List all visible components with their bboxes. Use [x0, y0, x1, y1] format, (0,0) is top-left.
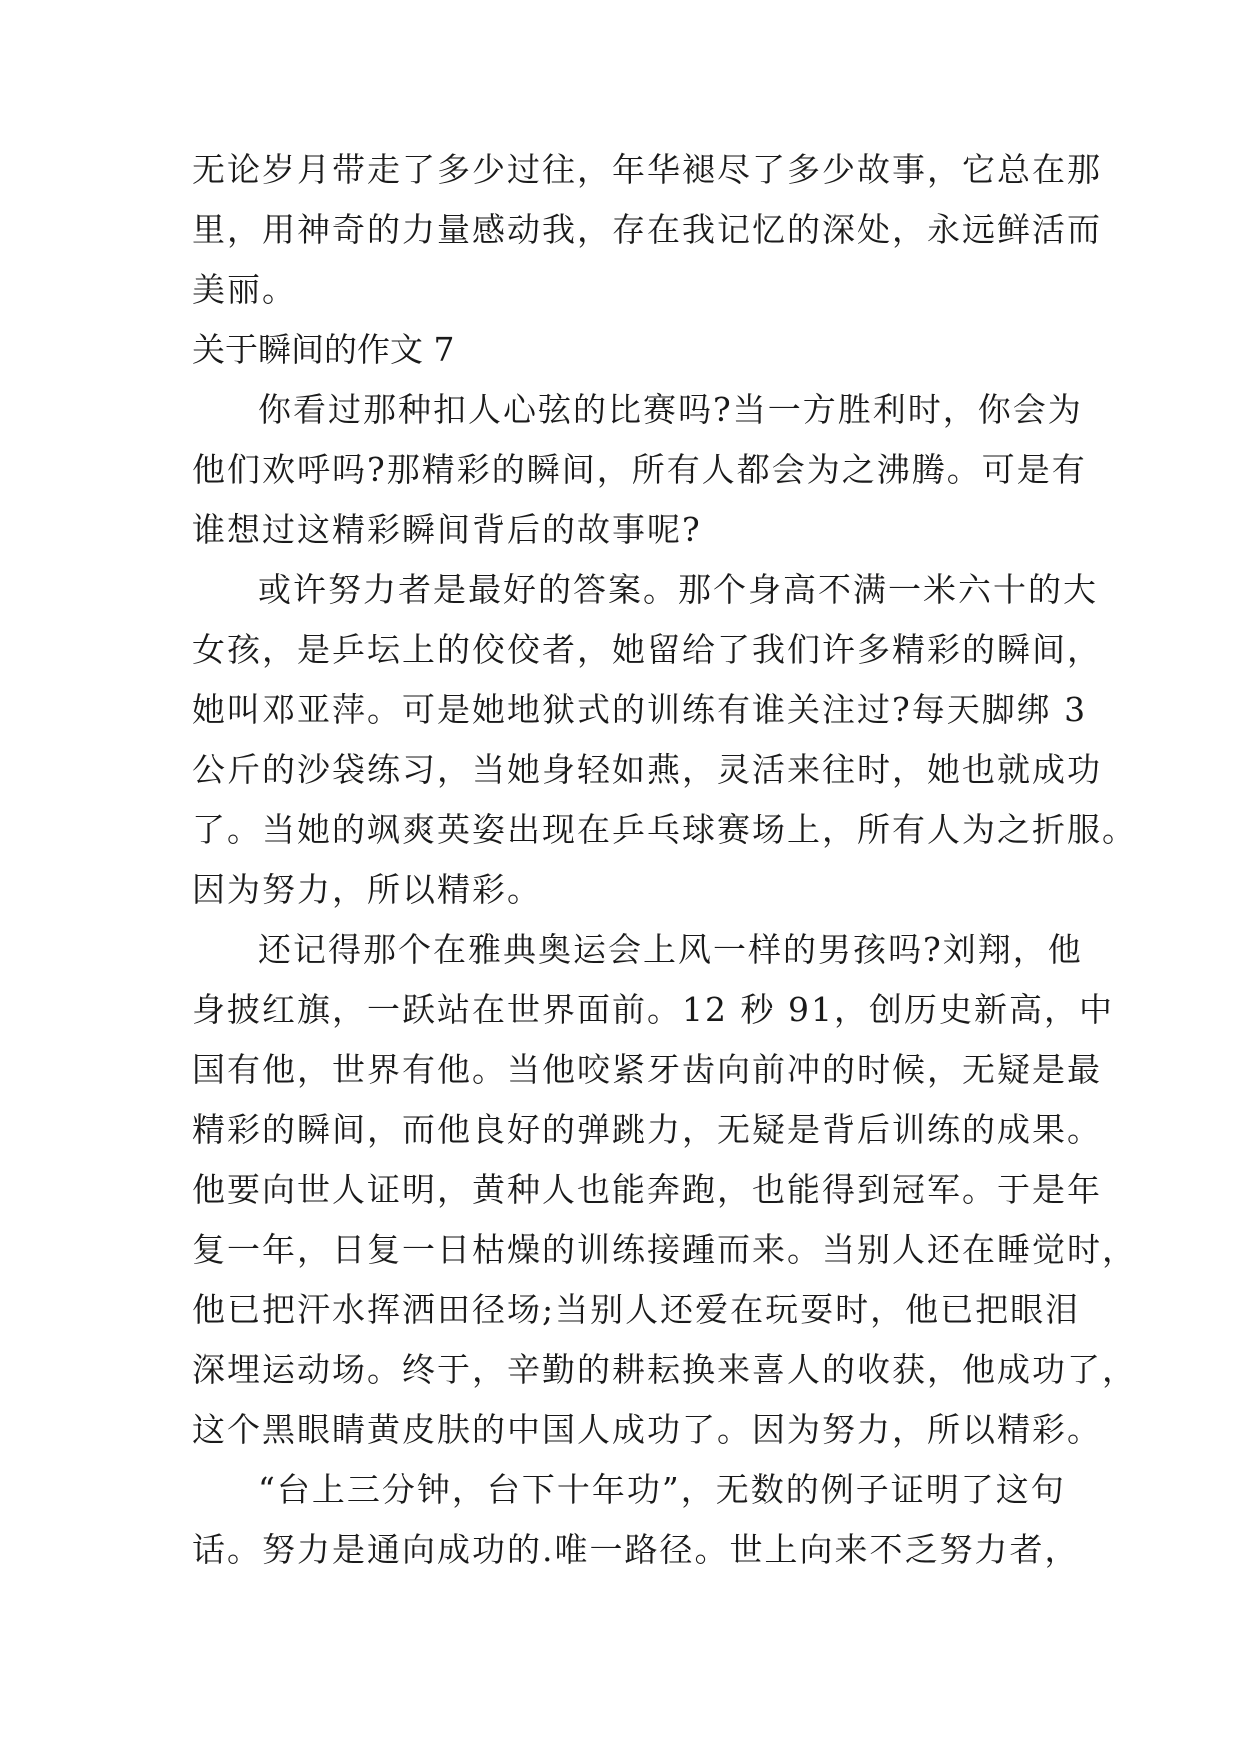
text-line: “台上三分钟，台下十年功”，无数的例子证明了这句 [258, 1470, 1066, 1509]
text-line: 女孩，是乒坛上的佼佼者，她留给了我们许多精彩的瞬间， [192, 630, 1102, 669]
text-line: 精彩的瞬间，而他良好的弹跳力，无疑是背后训练的成果。 [192, 1110, 1102, 1149]
text-line: 话。努力是通向成功的.唯一路径。世上向来不乏努力者， [192, 1530, 1080, 1569]
text-line: 他已把汗水挥洒田径场;当别人还爱在玩耍时，他已把眼泪 [192, 1290, 1081, 1329]
text-line: 公斤的沙袋练习，当她身轻如燕，灵活来往时，她也就成功 [192, 750, 1102, 789]
text-line: 你看过那种扣人心弦的比赛吗?当一方胜利时，你会为 [258, 390, 1083, 429]
section-heading: 关于瞬间的作文 7 [192, 330, 455, 369]
text-line: 她叫邓亚萍。可是她地狱式的训练有谁关注过?每天脚绑 3 [192, 690, 1088, 729]
text-line: 因为努力，所以精彩。 [192, 870, 542, 909]
text-line: 谁想过这精彩瞬间背后的故事呢? [192, 510, 702, 549]
text-line: 还记得那个在雅典奥运会上风一样的男孩吗?刘翔，他 [258, 930, 1083, 969]
text-line: 里，用神奇的力量感动我，存在我记忆的深处，永远鲜活而 [192, 210, 1102, 249]
text-line: 美丽。 [192, 270, 297, 309]
text-line: 身披红旗，一跃站在世界面前。12 秒 91，创历史新高，中 [192, 990, 1114, 1029]
text-line: 无论岁月带走了多少过往，年华褪尽了多少故事，它总在那 [192, 150, 1102, 189]
text-line: 或许努力者是最好的答案。那个身高不满一米六十的大 [258, 570, 1098, 609]
text-line: 他要向世人证明，黄种人也能奔跑，也能得到冠军。于是年 [192, 1170, 1102, 1209]
text-line: 国有他，世界有他。当他咬紧牙齿向前冲的时候，无疑是最 [192, 1050, 1102, 1089]
text-line: 深埋运动场。终于，辛勤的耕耘换来喜人的收获，他成功了， [192, 1350, 1137, 1389]
text-line: 复一年，日复一日枯燥的训练接踵而来。当别人还在睡觉时， [192, 1230, 1137, 1269]
text-line: 了。当她的飒爽英姿出现在乒乓球赛场上，所有人为之折服。 [192, 810, 1137, 849]
text-line: 这个黑眼睛黄皮肤的中国人成功了。因为努力，所以精彩。 [192, 1410, 1102, 1449]
text-line: 他们欢呼吗?那精彩的瞬间，所有人都会为之沸腾。可是有 [192, 450, 1087, 489]
